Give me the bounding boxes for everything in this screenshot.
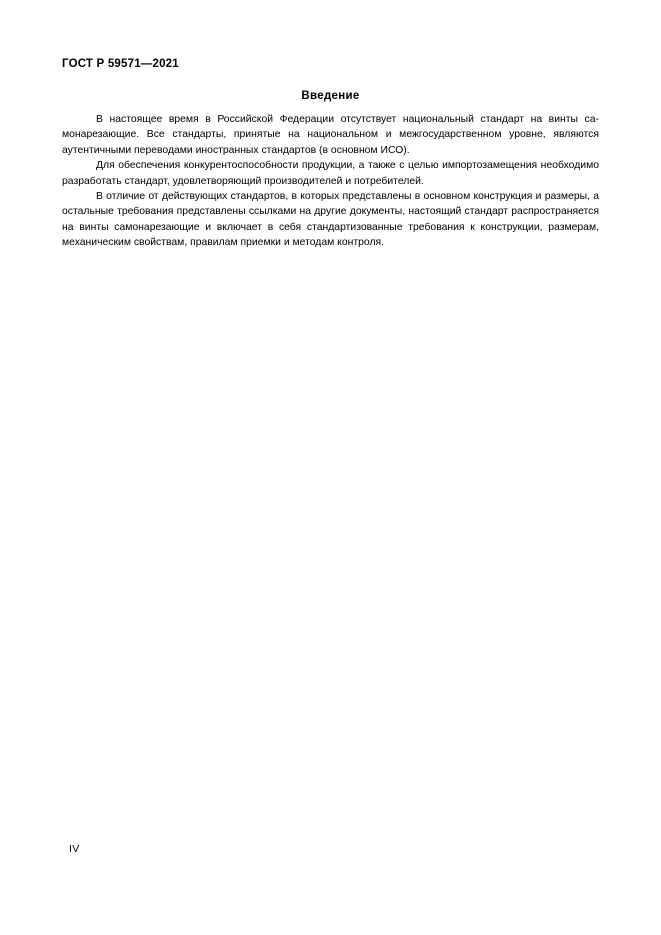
- paragraph: В настоящее время в Российской Федерации отсутствует национальный стандарт на винты самонарезающие. Все стандарты, принятые на национальном и межгосударственном уровне, являются аутентичными переводами иностранных стандартов (в основном ИСО).: [62, 114, 599, 156]
- paragraph: Для обеспечения конкурентоспособности продукции, а также с целью импортозамещения необходимо разработать стандарт, удовлетворяющий производителей и потребителей.: [62, 160, 599, 187]
- page-number: IV: [69, 843, 80, 855]
- body-text: [62, 112, 599, 251]
- paragraph: В отличие от действующих стандартов, в которых представлены в основном конструкция и размеры, а остальные требования представлены ссылками на другие документы, настоящий стандарт распространяется на винты самонарезающие и включает в себя стандартизованные требования к конструкции, размерам, механическим свойствам, правилам приемки и методам контроля.: [62, 191, 599, 249]
- section-title: Введение: [301, 90, 360, 102]
- standard-designation-header: ГОСТ Р 59571—2021: [62, 58, 179, 70]
